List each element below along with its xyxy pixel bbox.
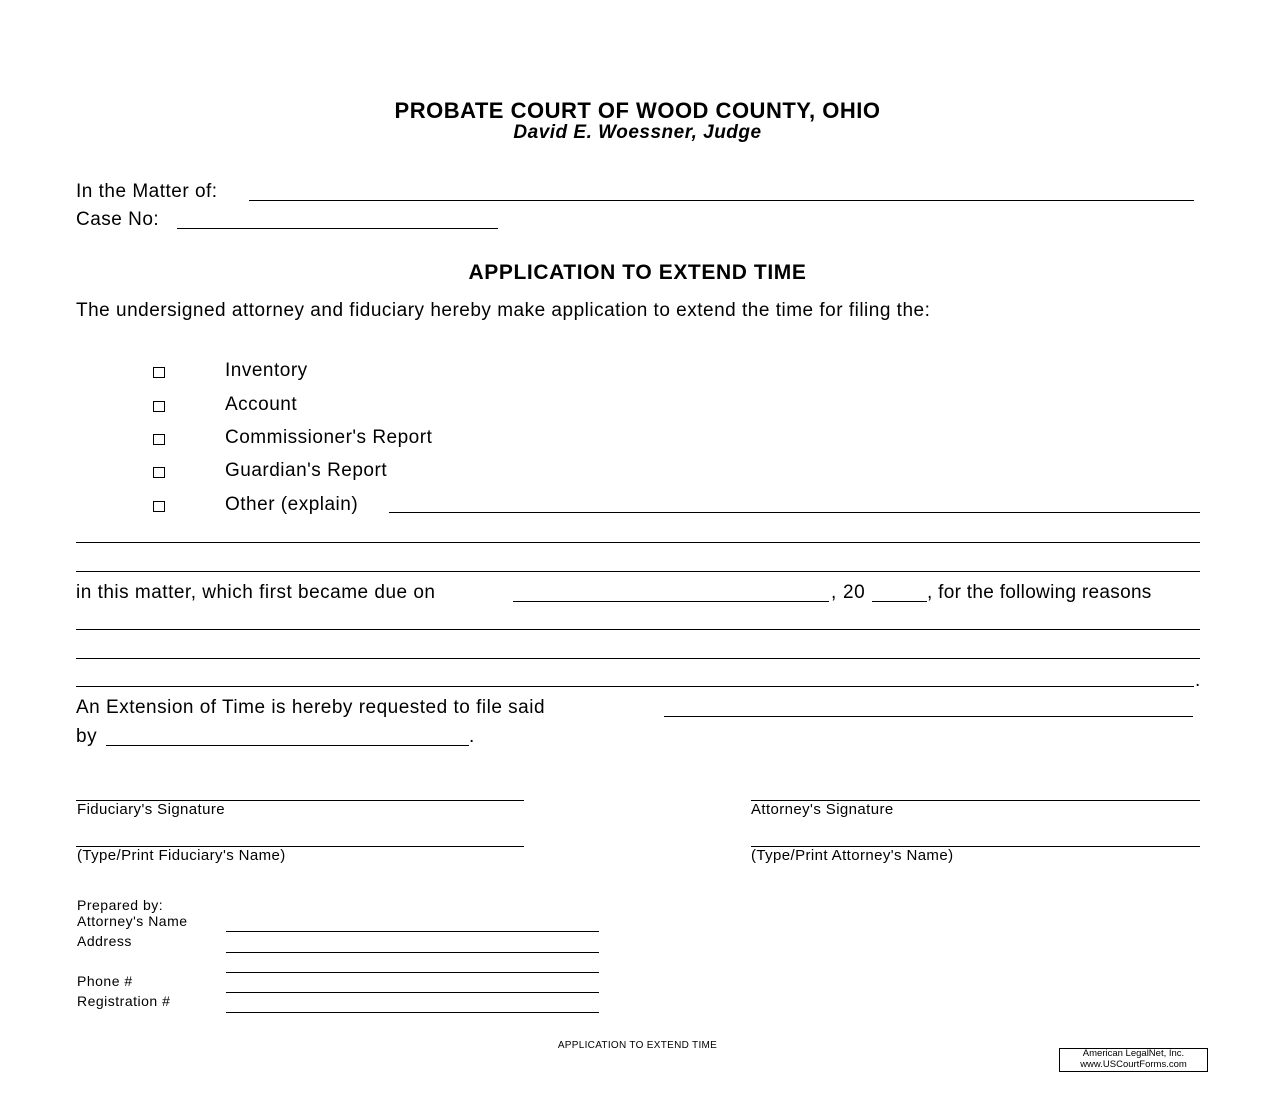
commissioners-report-label: Commissioner's Report [225,427,433,448]
by-date-field[interactable] [106,745,469,746]
due-text: in this matter, which first became due on [76,582,436,603]
commissioners-report-checkbox[interactable] [153,434,165,445]
extension-text: An Extension of Time is hereby requested to file said [76,697,546,718]
registration-label: Registration # [77,993,171,1009]
reasons-line-1[interactable] [76,629,1200,630]
phone-label: Phone # [77,973,133,989]
address-field-1[interactable] [226,952,599,953]
form-heading: APPLICATION TO EXTEND TIME [468,261,807,284]
due-suffix: , for the following reasons [927,582,1152,603]
explain-line-1[interactable] [76,542,1200,543]
footer-form-title: APPLICATION TO EXTEND TIME [557,1040,718,1051]
case-no-label: Case No: [76,209,160,230]
publisher-url: www.USCourtForms.com [1080,1058,1187,1070]
guardians-report-label: Guardian's Report [225,460,388,481]
other-label: Other (explain) [225,494,359,515]
other-explain-field[interactable] [389,512,1200,513]
guardians-report-checkbox[interactable] [153,467,165,478]
due-year-prefix: 20 [843,582,866,603]
matter-field[interactable] [249,200,1194,201]
account-label: Account [225,394,298,415]
matter-label: In the Matter of: [76,181,218,202]
inventory-label: Inventory [225,360,308,381]
explain-line-2[interactable] [76,571,1200,572]
inventory-checkbox[interactable] [153,367,165,378]
due-year-field[interactable] [872,601,927,602]
reasons-line-2[interactable] [76,658,1200,659]
phone-field[interactable] [226,992,599,993]
attorney-name-label: (Type/Print Attorney's Name) [751,847,954,864]
fiduciary-signature-label: Fiduciary's Signature [77,801,225,818]
attorney-signature-label: Attorney's Signature [751,801,894,818]
by-label: by [76,726,98,747]
registration-field[interactable] [226,1012,599,1013]
attorney-name-field-label: Attorney's Name [77,913,188,929]
case-no-field[interactable] [177,228,498,229]
reasons-period: . [1195,670,1201,691]
publisher-box [1059,1048,1208,1072]
other-checkbox[interactable] [153,501,165,512]
account-checkbox[interactable] [153,401,165,412]
intro-text: The undersigned attorney and fiduciary hereby make application to extend the time for filing the: [76,300,931,321]
court-title: PROBATE COURT OF WOOD COUNTY, OHIO [394,98,881,123]
extension-item-field[interactable] [664,716,1193,717]
reasons-line-3[interactable] [76,686,1194,687]
prepared-attorney-name-field[interactable] [226,931,599,932]
by-period: . [469,726,475,747]
address-field-2[interactable] [226,972,599,973]
prepared-by-heading: Prepared by: [77,897,164,913]
publisher-name: American LegalNet, Inc. [1082,1048,1185,1059]
fiduciary-name-label: (Type/Print Fiduciary's Name) [77,847,286,864]
judge-name: David E. Woessner, Judge [513,122,762,143]
due-date-field[interactable] [513,601,829,602]
address-label: Address [77,933,132,949]
due-comma: , [831,582,837,603]
